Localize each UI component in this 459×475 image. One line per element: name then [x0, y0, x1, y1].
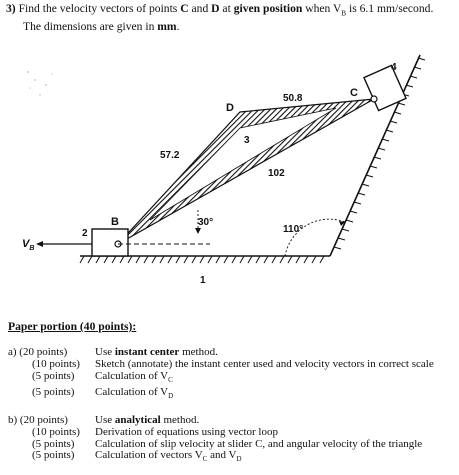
triangle-link-3 [118, 99, 374, 244]
link-4-label: 4 [391, 62, 397, 73]
slider-b-block [92, 229, 128, 256]
part-a-item-text: Calculation of $V_C$ [95, 369, 173, 384]
ground-link [80, 256, 330, 263]
part-a [8, 347, 434, 403]
part-b [8, 415, 422, 466]
q-given-position: given position [233, 2, 303, 15]
point-b-label: B [111, 216, 119, 228]
dim-dc-label: 50.8 [283, 93, 303, 104]
q-unit: mm [157, 20, 177, 34]
part-a-item-pts: (5 points) [32, 385, 75, 398]
link-2-label: 2 [82, 228, 88, 239]
question-text [6, 2, 433, 33]
mechanism-figure [0, 38, 459, 298]
q-text-4: when V [302, 2, 342, 15]
part-b-head: b) (20 points) [8, 414, 68, 426]
pin-c [371, 96, 377, 102]
q-text-1: Find the velocity vectors of points [18, 2, 181, 15]
question-number: 3) [6, 2, 16, 15]
link-3-label: 3 [244, 135, 250, 146]
q-sub-b: B [341, 9, 347, 18]
q-text-5: is 6.1 mm/second. [346, 2, 434, 15]
paper-portion-title: Paper portion (40 points): [8, 320, 137, 333]
part-b-item-pts: (10 points) [32, 425, 80, 438]
part-b-item-pts: (5 points) [32, 449, 75, 462]
part-a-item-pts: (10 points) [32, 357, 80, 370]
vb-arrowhead [36, 241, 43, 247]
part-a-head: a) (20 points) [8, 346, 68, 358]
angle-30-arrowhead [195, 228, 201, 234]
scan-smudge [27, 71, 53, 96]
part-b-item-pts: (5 points) [32, 437, 75, 450]
dim-bd-label: 57.2 [160, 150, 180, 161]
q-text-3: at [219, 2, 234, 15]
dim-bc-label: 102 [268, 168, 285, 179]
part-b-item-text: Derivation of equations using vector loop [95, 425, 278, 438]
part-a-item-text: Calculation of $V_D$ [95, 385, 174, 400]
point-d-label: D [226, 102, 234, 114]
part-a-item-text: Sketch (annotate) the instant center used and velocity vectors in correct scale [95, 357, 434, 370]
angle-110-label: 110° [283, 224, 304, 235]
part-b-item-text: Calculation of slip velocity at slider C, and angular velocity of the triangle [95, 437, 423, 450]
q-text-2: and [188, 2, 212, 15]
part-b-item-text: Calculation of vectors $V_C$ and $V_D$ [95, 449, 242, 464]
part-b-method: Use analytical method. [95, 414, 200, 426]
point-c-label: C [350, 87, 358, 99]
q-text-6: The dimensions are given in [23, 20, 158, 34]
part-a-item-pts: (5 points) [32, 369, 75, 382]
part-a-method: Use instant center method. [95, 346, 218, 358]
q-text-7: . [176, 20, 180, 34]
angle-30-label: 30° [198, 217, 214, 228]
link-1-label: 1 [200, 275, 206, 286]
q-point-c: C [180, 2, 189, 15]
q-point-d: D [211, 2, 220, 15]
vb-label: $V_B$ [22, 238, 35, 252]
